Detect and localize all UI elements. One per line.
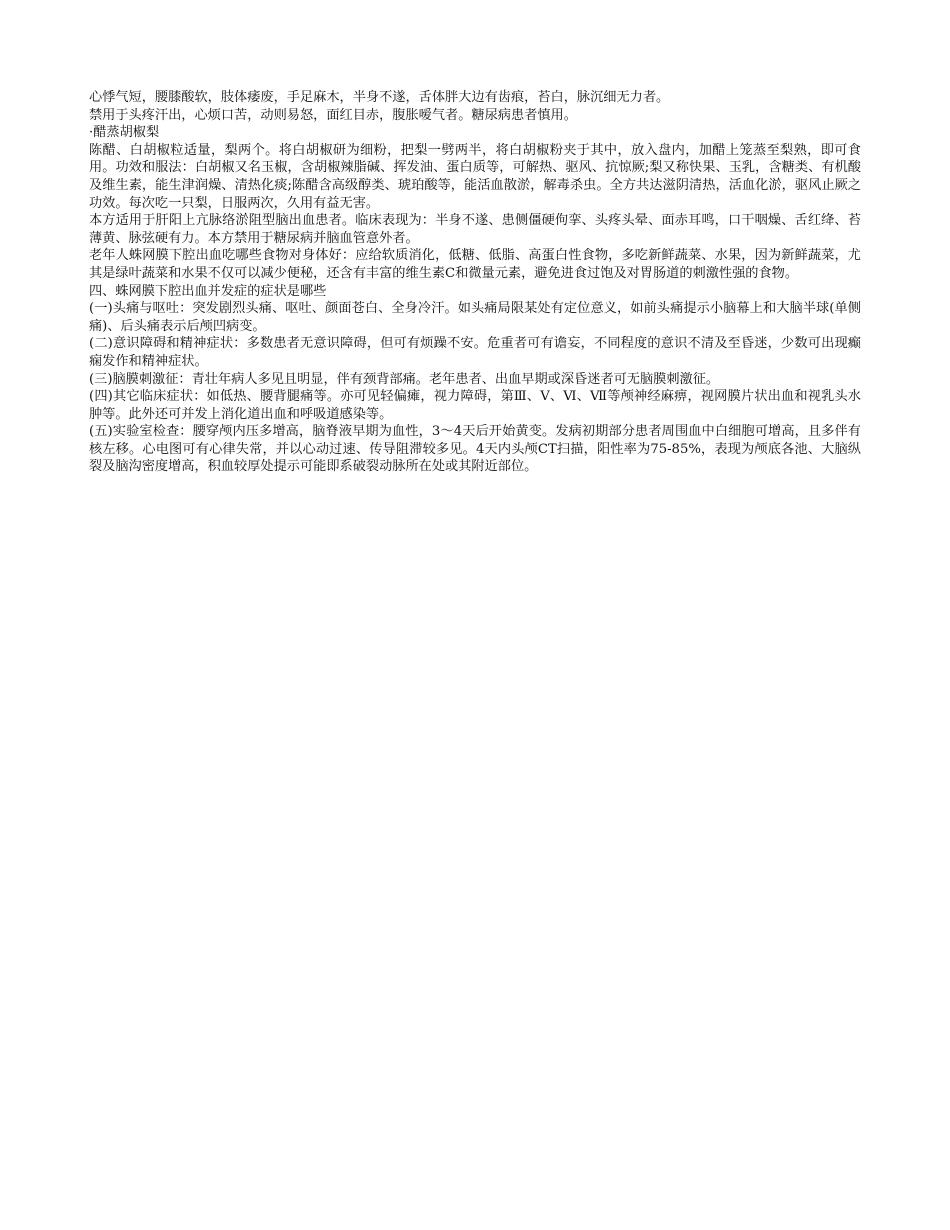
paragraph-symptoms: 心悸气短，腰膝酸软，肢体痿废，手足麻木，半身不遂，舌体胖大边有齿痕，苔白，脉沉细无力者。 [89,90,670,105]
paragraph-meningeal: (三)脑膜刺激征：青壮年病人多见且明显，伴有颈背部痛。老年患者、出血早期或深昏迷者可无脑膜刺激征。 [89,371,720,387]
document-body [89,89,861,476]
paragraph-diet-advice: 老年人蛛网膜下腔出血吃哪些食物对身体好：应给软质消化，低糖、低脂、高蛋白性食物，多吃新鲜蔬菜、水果，因为新鲜蔬菜，尤其是绿叶蔬菜和水果不仅可以减少便秘，还含有丰富的维生素C和微量元素，避免进食过饱及对胃肠道的刺激性强的食物。 [89,248,861,281]
section-heading: 四、蛛网膜下腔出血并发症的症状是哪些 [89,283,327,299]
paragraph-lab-tests: (五)实验室检查：腰穿颅内压多增高，脑脊液早期为血性，3～4天后开始黄变。发病初期部分患者周围血中白细胞可增高，且多伴有核左移。心电图可有心律失常，并以心动过速、传导阻滞较多见。4天内头颅CT扫描，阳性率为75-85%，表现为颅底各池、大脑纵裂及脑沟密度增高，积血较厚处提示可能即系破裂动脉所在处或其附近部位。 [89,424,861,475]
paragraph-consciousness: (二)意识障碍和精神症状：多数患者无意识障碍，但可有烦躁不安。危重者可有谵妄，不同程度的意识不清及至昏迷，少数可出现癫痫发作和精神症状。 [89,336,861,369]
paragraph-contraindication: 禁用于头疼汗出，心烦口苦，动则易怒，面红目赤，腹胀嗳气者。糖尿病患者慎用。 [89,107,577,123]
paragraph-recipe-indication: 本方适用于肝阳上亢脉络淤阻型脑出血患者。临床表现为：半身不遂、患侧僵硬佝挛、头疼头晕、面赤耳鸣，口干咽燥、舌红绛、苔薄黄、脉弦硬有力。本方禁用于糖尿病并脑血管意外者。 [89,213,861,246]
paragraph-headache: (一)头痛与呕吐：突发剧烈头痛、呕吐、颜面苍白、全身冷汗。如头痛局限某处有定位意义，如前头痛提示小脑幕上和大脑半球(单侧痛)、后头痛表示后颅凹病变。 [89,301,861,334]
paragraph-other-symptoms: (四)其它临床症状：如低热、腰背腿痛等。亦可见轻偏瘫，视力障碍，第Ⅲ、Ⅴ、Ⅵ、Ⅶ等颅神经麻痹，视网膜片状出血和视乳头水肿等。此外还可并发上消化道出血和呼吸道感染等。 [89,389,861,422]
paragraph-recipe-method: 陈醋、白胡椒粒适量，梨两个。将白胡椒研为细粉，把梨一劈两半，将白胡椒粉夹于其中，放入盘内，加醋上笼蒸至梨熟，即可食用。功效和服法：白胡椒又名玉椒，含胡椒辣脂碱、挥发油、蛋白质等，可解热、驱风、抗惊厥;梨又称快果、玉乳，含糖类、有机酸及维生素，能生津润燥、清热化痰;陈醋含高级醇类、琥珀酸等，能活血散淤，解毒杀虫。全方共达滋阴清热，活血化淤，驱风止厥之功效。每次吃一只梨，日服两次，久用有益无害。 [89,142,861,211]
recipe-title: ·醋蒸胡椒梨 [89,125,160,141]
